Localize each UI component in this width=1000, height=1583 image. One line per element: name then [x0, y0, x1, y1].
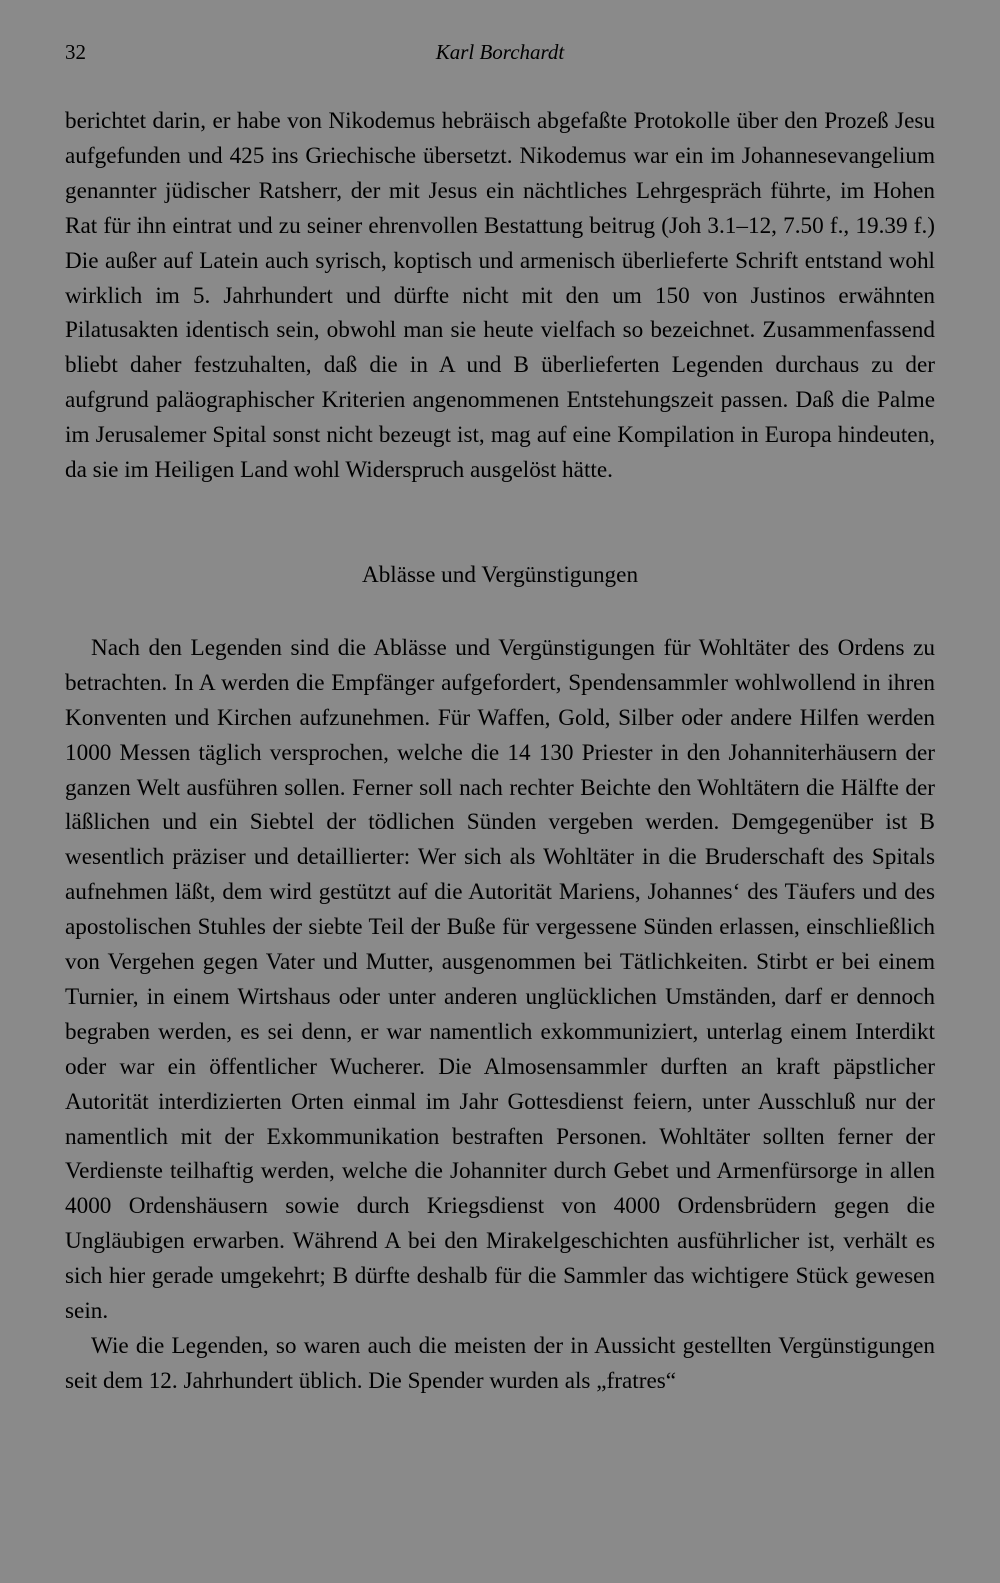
- book-page: [65, 40, 935, 1399]
- running-head: [65, 40, 935, 76]
- paragraph-continued: berichtet darin, er habe von Nikodemus hebräisch abgefaßte Protokolle über den Prozeß Jesu aufgefunden und 425 ins Griechische übersetzt. Nikodemus war ein im Johannesevangelium genannter jüdischer Ratsherr, der mit Jesus ein nächtliches Lehrgespräch führte, im Hohen Rat für ihn eintrat und zu seiner ehrenvollen Bestattung beitrug (Joh 3.1–12, 7.50 f., 19.39 f.) Die außer auf Latein auch syrisch, koptisch und armenisch überlieferte Schrift entstand wohl wirklich im 5. Jahrhundert und dürfte nicht mit den um 150 von Justinos erwähnten Pilatusakten identisch sein, obwohl man sie heute vielfach so bezeichnet. Zusammenfassend bliebt daher festzuhalten, daß die in A und B überlieferten Legenden durchaus zu der aufgrund paläographischer Kriterien angenommenen Entstehungszeit passen. Daß die Palme im Jerusalemer Spital sonst nicht bezeugt ist, mag auf eine Kompilation in Europa hindeuten, da sie im Heiligen Land wohl Widerspruch ausgelöst hätte.: [65, 108, 935, 484]
- running-title: Karl Borchardt: [435, 40, 565, 64]
- section-heading: Ablässe und Vergünstigungen: [361, 561, 639, 588]
- paragraph-privileges: Wie die Legenden, so waren auch die meisten der in Aussicht gestellten Vergünstigungen seit dem 12. Jahrhundert üblich. Die Spender wurden als „fratres“: [65, 1333, 935, 1394]
- page-number: 32: [65, 40, 86, 64]
- paragraph-indulgences: Nach den Legenden sind die Ablässe und Vergünstigungen für Wohltäter des Ordens zu betrachten. In A werden die Empfänger aufgefordert, Spendensammler wohlwollend in ihren Konventen und Kirchen aufzunehmen. Für Waffen, Gold, Silber oder andere Hilfen werden 1000 Messen täglich versprochen, welche die 14 130 Priester in den Johanniterhäusern der ganzen Welt ausführen sollen. Ferner soll nach rechter Beichte den Wohltätern die Hälfte der läßlichen und ein Siebtel der tödlichen Sünden vergeben werden. Demgegenüber ist B wesentlich präziser und detaillierter: Wer sich als Wohltäter in die Bruderschaft des Spitals aufnehmen läßt, dem wird gestützt auf die Autorität Mariens, Johannes‘ des Täufers und des apostolischen Stuhles der siebte Teil der Buße für vergessene Sünden erlassen, einschließlich von Vergehen gegen Vater und Mutter, ausgenommen bei Tätlichkeiten. Stirbt er bei einem Turnier, in einem Wirtshaus oder unter anderen unglücklichen Umständen, darf er dennoch begraben werden, es sei denn, er war namentlich exkommuniziert, unterlag einem Interdikt oder war ein öffentlicher Wucherer. Die Almosensammler durften an kraft päpstlicher Autorität interdizierten Orten einmal im Jahr Gottesdienst feiern, unter Ausschluß nur der namentlich mit der Exkommunikation bestraften Personen. Wohltäter sollten ferner der Verdienste teilhaftig werden, welche die Johanniter durch Gebet und Armenfürsorge in allen 4000 Ordenshäusern sowie durch Kriegsdienst von 4000 Ordensbrüdern gegen die Ungläubigen erwarben. Während A bei den Mirakelgeschichten ausführlicher ist, verhält es sich hier gerade umgekehrt; B dürfte deshalb für die Sammler das wichtigere Stück gewesen sein.: [65, 634, 935, 1325]
